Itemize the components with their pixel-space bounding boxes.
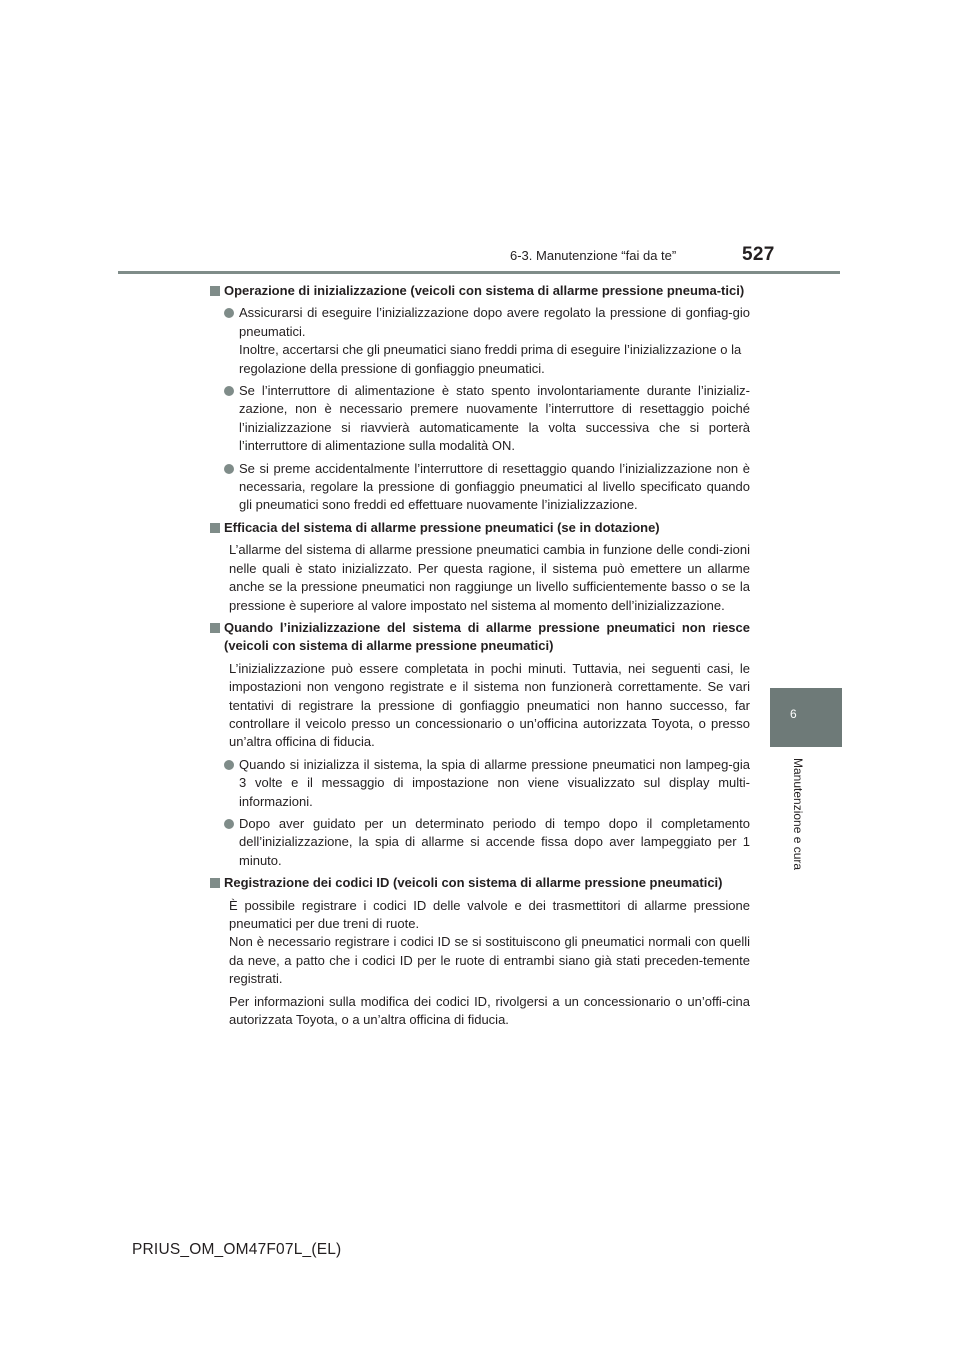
square-bullet-icon [210, 878, 220, 888]
section-heading [209, 619, 750, 656]
section-heading [209, 282, 750, 300]
section-heading [209, 874, 750, 892]
bullet-text: Inoltre, accertarsi che gli pneumatici siano freddi prima di eseguire l’inizializzazione o la regolazione della pressione di gonfiaggio pneumatici. [239, 342, 742, 376]
main-content [209, 282, 750, 1033]
paragraph-text: L’inizializzazione può essere completata in pochi minuti. Tuttavia, nei seguenti casi, le impostazioni non vengono registrate e il sistema non funzionerà correttamente. Se vari tentativi di registrare la pressione di gonfiaggio pneumatici non hanno successo, far controllare il veicolo presso un concessionario o un’officina autorizzata Toyota, o presso un’altra officina di fiducia. [229, 660, 750, 750]
circle-bullet-icon [224, 464, 234, 474]
header-rule [118, 271, 840, 274]
bullet-text: Se si preme accidentalmente l’interruttore di resettaggio quando l’inizializzazione non è necessaria, regolare la pressione di gonfiaggio pneumatici al livello specificato quando gli pneumatici sono freddi ed effettuare nuovamente l’inizializzazione. [239, 460, 750, 513]
list-item [209, 304, 750, 378]
list-item [209, 460, 750, 515]
section-title: Operazione di inizializzazione (veicoli con sistema di allarme pressione pneuma-tici) [224, 283, 745, 298]
paragraph [209, 993, 750, 1030]
chapter-tab-title: Manutenzione e cura [791, 758, 805, 871]
running-head: 6-3. Manutenzione “fai da te” [510, 248, 677, 263]
section-title: Quando l’inizializzazione del sistema di allarme pressione pneumatici non riesce (veicoli con sistema di allarme pressione pneumatici) [224, 619, 750, 654]
list-item [209, 756, 750, 811]
circle-bullet-icon [224, 819, 234, 829]
section-heading [209, 519, 750, 537]
paragraph-text: L’allarme del sistema di allarme pressione pneumatici cambia in funzione delle condi-zioni nelle quali è stato inizializzato. Per questa ragione, il sistema può emettere un allarme anche se la pressione pneumatici non raggiunge un livello sufficientemente basso o se la pressione è superiore al valore impostato nel sistema al momento dell’inizializzazione. [229, 542, 750, 613]
circle-bullet-icon [224, 760, 234, 770]
paragraph-text: Per informazioni sulla modifica dei codici ID, rivolgersi a un concessionario o un’offi-cina autorizzata Toyota, o a un’altra officina di fiducia. [229, 993, 750, 1028]
list-item [209, 815, 750, 870]
paragraph [209, 541, 750, 615]
chapter-tab-number: 6 [790, 707, 797, 721]
bullet-text: Quando si inizializza il sistema, la spia di allarme pressione pneumatici non lampeg-gia 3 volte e il messaggio di impostazione non viene visualizzato sul display multi-informazioni. [239, 756, 750, 809]
page-number: 527 [742, 244, 775, 265]
section-title: Registrazione dei codici ID (veicoli con sistema di allarme pressione pneumatici) [224, 875, 723, 891]
paragraph-text: Non è necessario registrare i codici ID se si sostituiscono gli pneumatici normali con quelli da neve, a patto che i codici ID per le ruote di entrambi siano già stati preceden-temente registrati. [229, 934, 750, 987]
paragraph [209, 660, 750, 752]
section-title: Efficacia del sistema di allarme pressione pneumatici (se in dotazione) [224, 519, 660, 535]
circle-bullet-icon [224, 386, 234, 396]
list-item [209, 382, 750, 456]
chapter-tab [770, 688, 842, 747]
square-bullet-icon [210, 286, 220, 296]
document-id: PRIUS_OM_OM47F07L_(EL) [132, 1241, 342, 1258]
bullet-text: Dopo aver guidato per un determinato periodo di tempo dopo il completamento dell’inizializzazione, la spia di allarme si accende fissa dopo aver lampeggiato per 1 minuto. [239, 815, 750, 868]
bullet-text: Assicurarsi di eseguire l’inizializzazione dopo avere regolato la pressione di gonfiag-gio pneumatici. [239, 305, 750, 339]
circle-bullet-icon [224, 308, 234, 318]
bullet-text: Se l’interruttore di alimentazione è stato spento involontariamente durante l’inizializ-zazione, non è necessario premere nuovamente l’interruttore di resettaggio poiché l’inizializzazione si riavvierà automaticamente la volta successiva che si porterà l’interruttore di alimentazione sulla modalità ON. [239, 383, 750, 454]
paragraph-text: È possibile registrare i codici ID delle valvole e dei trasmettitori di allarme pressione pneumatici per due treni di ruote. [229, 897, 750, 931]
square-bullet-icon [210, 523, 220, 533]
square-bullet-icon [210, 623, 220, 633]
paragraph [209, 897, 750, 989]
